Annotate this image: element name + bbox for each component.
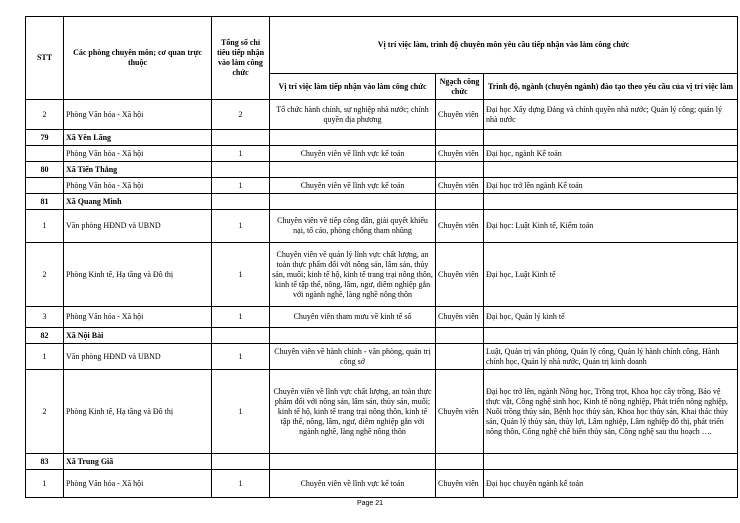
row-total: 1 (212, 370, 270, 454)
row-department: Phòng Kinh tế, Hạ tầng và Đô thị (64, 370, 212, 454)
header-grade: Ngạch công chức (436, 74, 484, 100)
row-grade: Chuyên viên (436, 100, 484, 130)
row-total: 1 (212, 307, 270, 328)
row-stt (26, 146, 64, 162)
row-stt: 3 (26, 307, 64, 328)
row-department: Phòng Kinh tế, Hạ tầng và Đô thị (64, 243, 212, 307)
row-total: 1 (212, 344, 270, 370)
commune-name: Xã Quang Minh (64, 194, 212, 210)
table-body (26, 100, 738, 498)
commune-row (26, 454, 738, 470)
table-row (26, 210, 738, 243)
row-position: Chuyên viên về hành chính - văn phòng, quản trị công sở (270, 344, 436, 370)
row-total: 1 (212, 243, 270, 307)
row-qualification: Đại học: Luật Kinh tế, Kiểm toán (484, 210, 738, 243)
row-qualification: Đại học chuyên ngành kế toán (484, 470, 738, 498)
row-grade: Chuyên viên (436, 470, 484, 498)
row-stt (26, 178, 64, 194)
row-grade (436, 344, 484, 370)
header-department: Các phòng chuyên môn; cơ quan trực thuộc (64, 17, 212, 100)
table-row (26, 100, 738, 130)
row-total: 1 (212, 470, 270, 498)
row-department: Phòng Văn hóa - Xã hội (64, 470, 212, 498)
row-department: Phòng Văn hóa - Xã hội (64, 307, 212, 328)
row-total: 1 (212, 210, 270, 243)
row-qualification: Đại học Xây dựng Đảng và chính quyền nhà nước; Quản lý công; quản lý nhà nước (484, 100, 738, 130)
commune-name: Xã Tiến Thắng (64, 162, 212, 178)
table-row (26, 243, 738, 307)
table-row (26, 146, 738, 162)
row-qualification: Luật, Quản trị văn phòng, Quản lý công, Quản lý hành chính công, Hành chính học, Quản lý nhà nước, Quản trị kinh doanh (484, 344, 738, 370)
header-qualification: Trình độ, ngành (chuyên ngành) đào tạo theo yêu cầu của vị trí việc làm (484, 74, 738, 100)
row-stt: 1 (26, 344, 64, 370)
row-department: Văn phòng HĐND và UBND (64, 210, 212, 243)
commune-name: Xã Trung Giã (64, 454, 212, 470)
row-position: Chuyên viên về lĩnh vực kế toán (270, 146, 436, 162)
table-row (26, 178, 738, 194)
row-grade: Chuyên viên (436, 243, 484, 307)
row-stt: 2 (26, 370, 64, 454)
row-qualification: Đại học, ngành Kế toán (484, 146, 738, 162)
row-stt: 1 (26, 210, 64, 243)
row-grade: Chuyên viên (436, 307, 484, 328)
commune-number: 81 (26, 194, 64, 210)
row-grade: Chuyên viên (436, 178, 484, 194)
table-row (26, 307, 738, 328)
header-position: Vị trí việc làm tiếp nhận vào làm công chức (270, 74, 436, 100)
row-total: 1 (212, 146, 270, 162)
header-group: Vị trí việc làm, trình độ chuyên môn yêu cầu tiếp nhận vào làm công chức (270, 17, 738, 74)
commune-row (26, 130, 738, 146)
commune-row (26, 328, 738, 344)
commune-row (26, 162, 738, 178)
row-qualification: Đại học trở lên ngành Kế toán (484, 178, 738, 194)
row-position: Chuyên viên về lĩnh vực chất lượng, an toàn thực phẩm đối với nông sản, lâm sản, thủy sản, muối; kinh tế hộ, kinh tế trang trại nông thôn, kinh tế tập thể, nông, lâm, ngư, diêm nghiệp gắn với ngành nghề, làng nghề nông thôn (270, 370, 436, 454)
row-total: 1 (212, 178, 270, 194)
row-department: Phòng Văn hóa - Xã hội (64, 100, 212, 130)
header-total: Tổng số chỉ tiêu tiếp nhận vào làm công chức (212, 17, 270, 100)
row-position: Chuyên viên về quản lý lĩnh vực chất lượng, an toàn thực phẩm đối với nông sản, lâm sản, thủy sản, muối; kinh tế hộ, kinh tế trang trại nông thôn, kinh tế tập thể, nông, lâm, ngư, diêm nghiệp gắn với ngành nghề, làng nghề nông thôn (270, 243, 436, 307)
row-qualification: Đại học trở lên, ngành Nông học, Trồng trọt, Khoa học cây trồng, Bảo vệ thực vật, Công nghệ sinh học, Kinh tế nông nghiệp, Phát triển nông nghiệp, Nuôi trồng thủy sản, Bệnh học thủy sản, Khoa học thủy sản, Khai thác thủy sản, Quản lý thủy sản, thủy lợi, Lâm nghiệp, Lâm nghiệp đô thị, phát triển nông thôn, Công nghệ chế biến thủy sản, Công nghệ sau thu hoạch …. (484, 370, 738, 454)
recruitment-table (25, 16, 738, 498)
row-grade: Chuyên viên (436, 210, 484, 243)
row-position: Chuyên viên về tiếp công dân, giải quyết khiếu nại, tố cáo, phòng chống tham nhũng (270, 210, 436, 243)
row-grade: Chuyên viên (436, 370, 484, 454)
table-row (26, 370, 738, 454)
row-qualification: Đại học, Quản lý kinh tế (484, 307, 738, 328)
row-grade: Chuyên viên (436, 146, 484, 162)
commune-number: 80 (26, 162, 64, 178)
page-number: Page 21 (356, 500, 384, 507)
row-position: Chuyên viên về lĩnh vực kế toán (270, 470, 436, 498)
row-total: 2 (212, 100, 270, 130)
commune-row (26, 194, 738, 210)
commune-number: 79 (26, 130, 64, 146)
header-stt: STT (26, 17, 64, 100)
commune-name: Xã Nội Bài (64, 328, 212, 344)
commune-number: 83 (26, 454, 64, 470)
table-row (26, 470, 738, 498)
row-stt: 2 (26, 243, 64, 307)
table-row (26, 344, 738, 370)
commune-number: 82 (26, 328, 64, 344)
commune-name: Xã Yên Lãng (64, 130, 212, 146)
row-position: Chuyên viên về lĩnh vực kế toán (270, 178, 436, 194)
row-department: Phòng Văn hóa - Xã hội (64, 178, 212, 194)
row-stt: 1 (26, 470, 64, 498)
row-stt: 2 (26, 100, 64, 130)
row-qualification: Đại học, Luật Kinh tế (484, 243, 738, 307)
row-position: Chuyên viên tham mưu về kinh tế số (270, 307, 436, 328)
row-department: Phòng Văn hóa - Xã hội (64, 146, 212, 162)
row-position: Tổ chức hành chính, sự nghiệp nhà nước; chính quyền địa phương (270, 100, 436, 130)
row-department: Văn phòng HĐND và UBND (64, 344, 212, 370)
